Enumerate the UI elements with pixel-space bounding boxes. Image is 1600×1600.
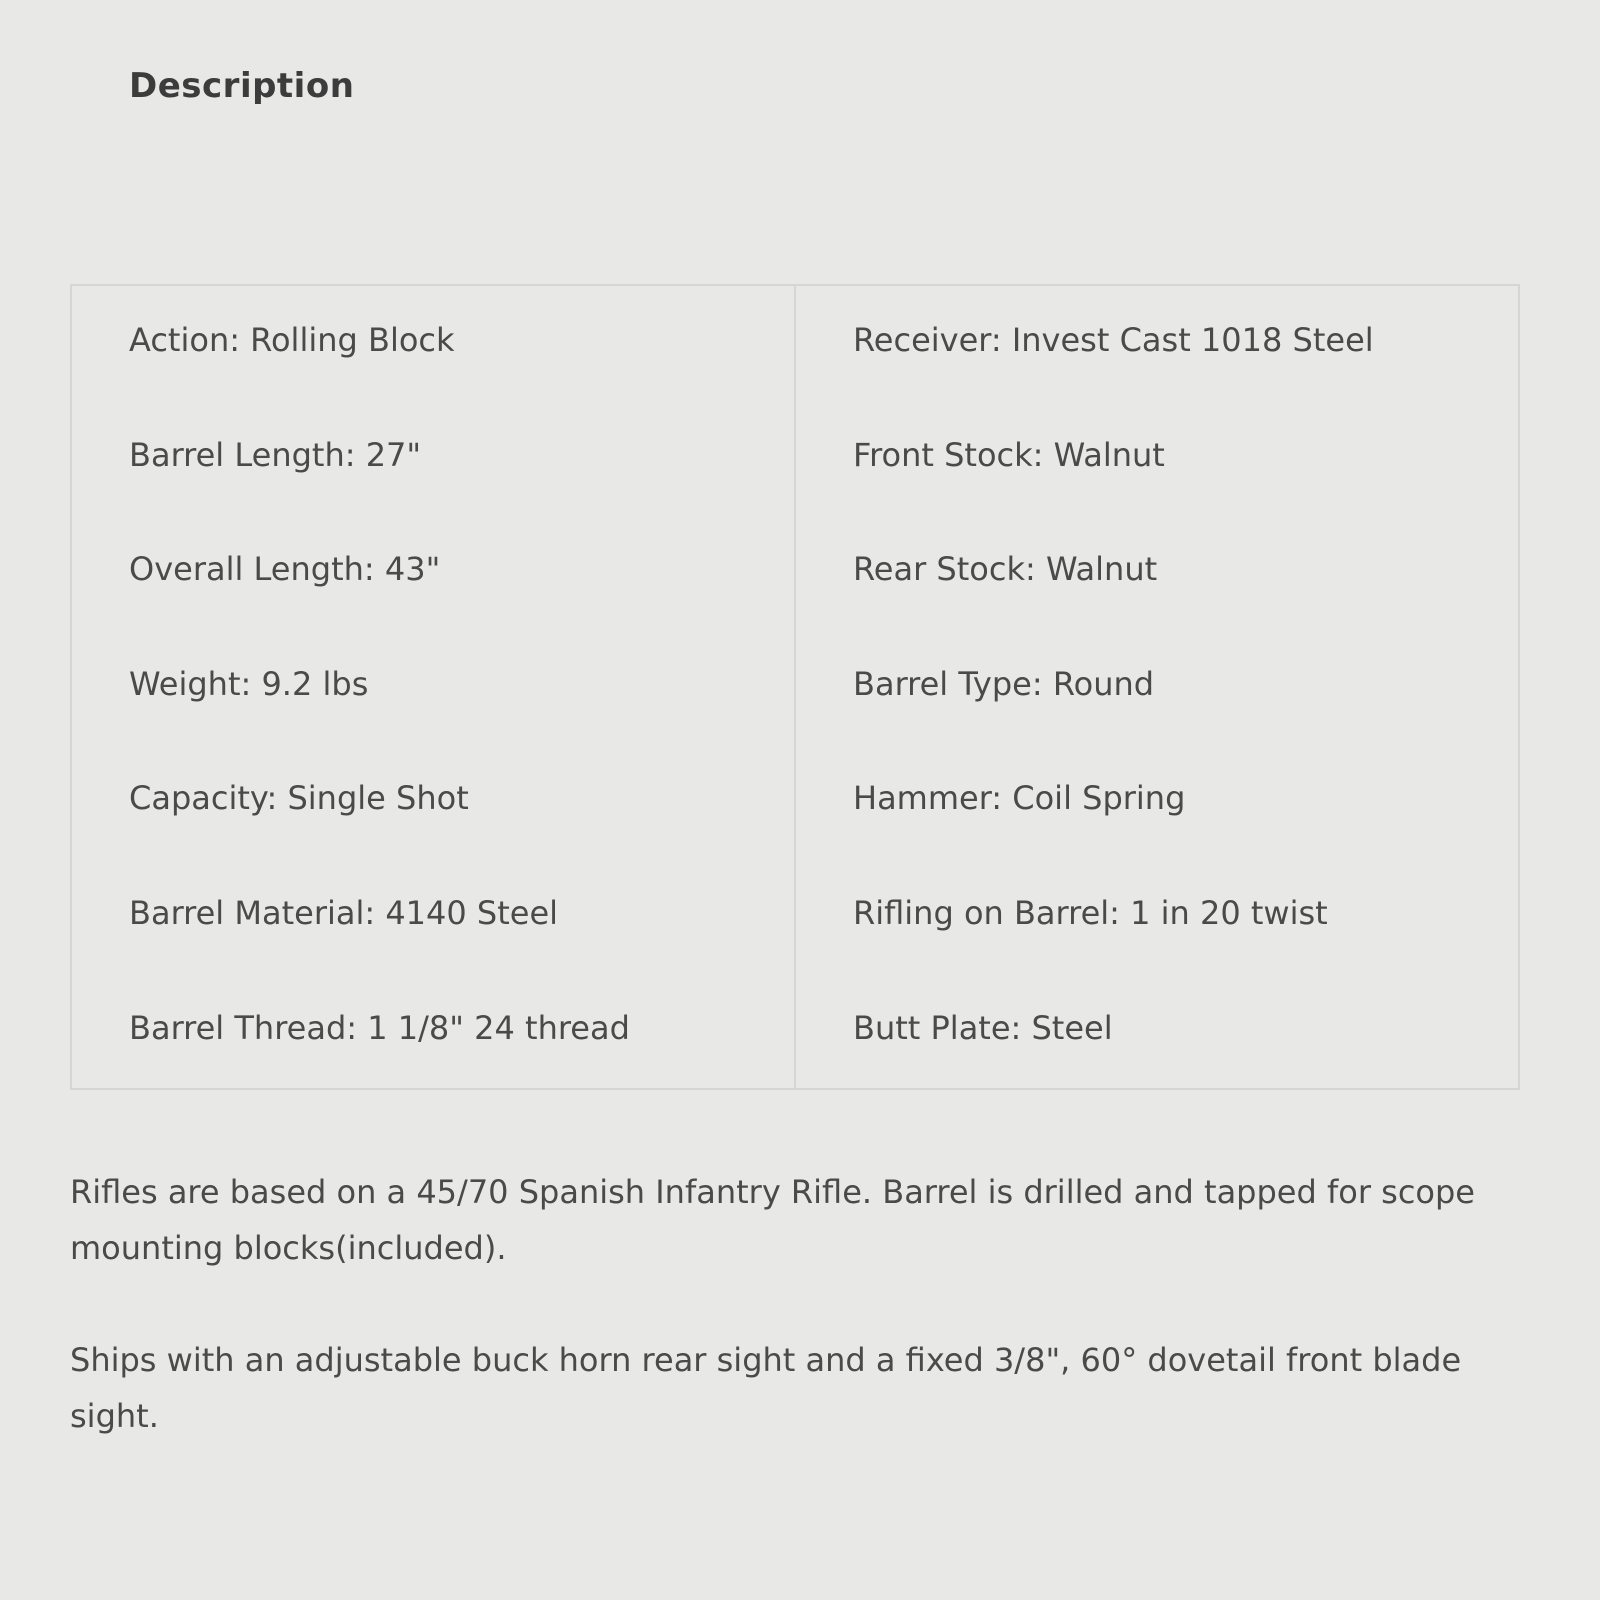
description-paragraph-2: Ships with an adjustable buck horn rear sight and a fixed 3/8", 60° dovetail front blade sight. [70, 1341, 1462, 1435]
spec-weight: Weight: 9.2 lbs [129, 664, 369, 703]
spec-barrel-material: Barrel Material: 4140 Steel [129, 893, 559, 932]
spec-butt-plate: Butt Plate: Steel [853, 1008, 1113, 1047]
spec-column-left [72, 286, 796, 1088]
spec-column-right [796, 286, 1518, 1088]
spec-rifling: Rifling on Barrel: 1 in 20 twist [853, 893, 1328, 932]
spec-receiver: Receiver: Invest Cast 1018 Steel [853, 321, 1374, 359]
spec-overall-length: Overall Length: 43" [129, 550, 441, 589]
spec-rear-stock: Rear Stock: Walnut [853, 550, 1158, 589]
section-title: Description [129, 66, 355, 106]
spec-barrel-thread: Barrel Thread: 1 1/8" 24 thread [129, 1008, 630, 1047]
spec-capacity: Capacity: Single Shot [129, 779, 469, 818]
spec-barrel-length: Barrel Length: 27" [129, 435, 422, 474]
description-paragraph-1: Rifles are based on a 45/70 Spanish Infantry Rifle. Barrel is drilled and tapped for scope mounting blocks(included). [70, 1173, 1475, 1267]
spec-front-stock: Front Stock: Walnut [853, 435, 1165, 474]
spec-barrel-type: Barrel Type: Round [853, 664, 1155, 703]
spec-action: Action: Rolling Block [129, 321, 455, 359]
spec-hammer: Hammer: Coil Spring [853, 779, 1186, 818]
spec-table [70, 284, 1520, 1090]
